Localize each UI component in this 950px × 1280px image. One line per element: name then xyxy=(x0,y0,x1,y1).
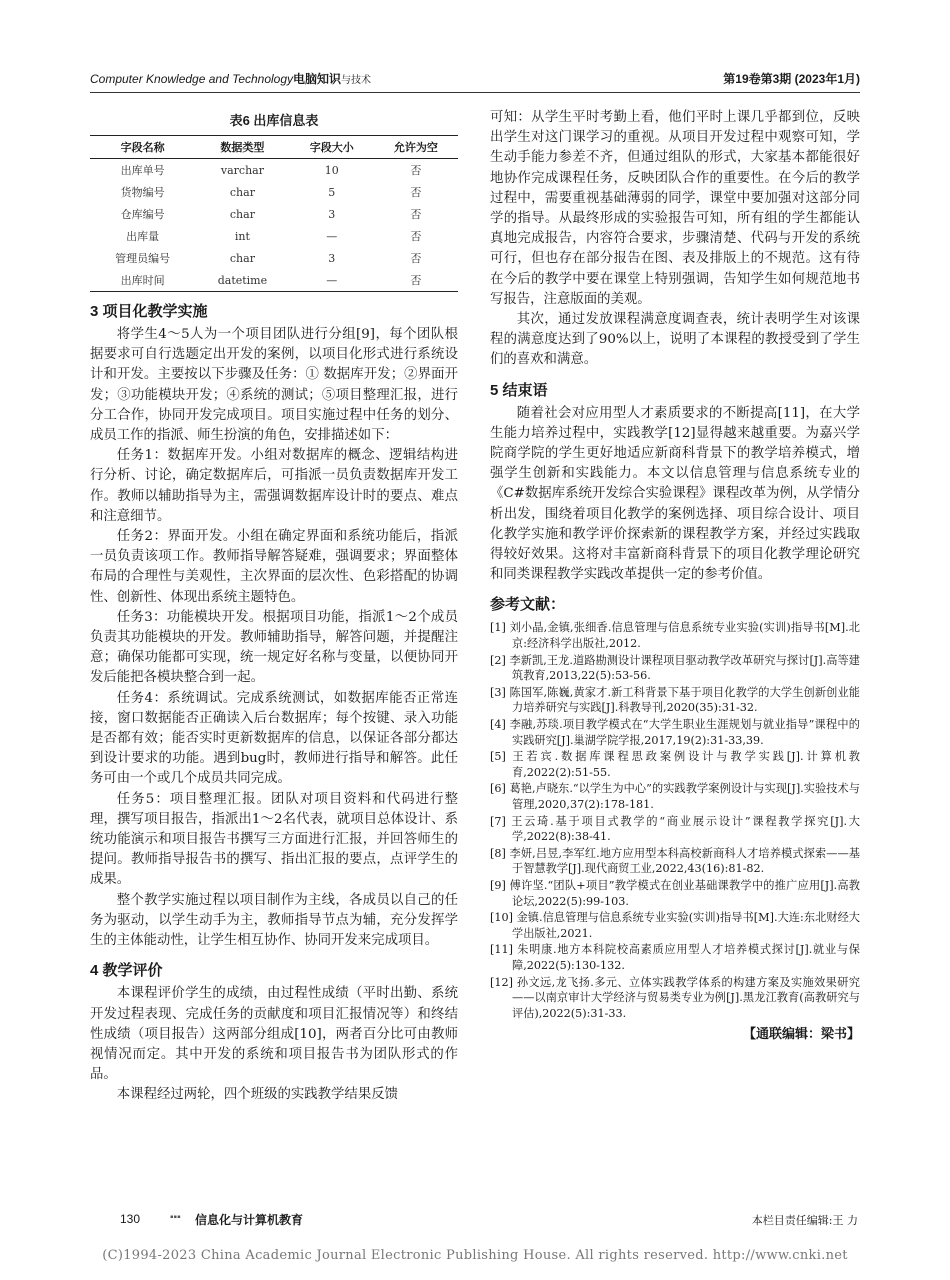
table-cell: datetime xyxy=(195,269,290,292)
table-cell: 出库单号 xyxy=(120,164,165,177)
reference-item: [10] 金镇.信息管理与信息系统专业实验(实训)指导书[M].大连:东北财经大学出版社,2021. xyxy=(490,911,860,940)
page-number: 130 xyxy=(120,1212,141,1226)
table-cell: varchar xyxy=(220,163,264,177)
references-title: 参考文献： xyxy=(490,596,566,614)
table-cell: 货物编号 xyxy=(120,186,165,199)
table-cell: char xyxy=(229,251,255,265)
table-row xyxy=(90,269,458,292)
table-cell: 出库时间 xyxy=(90,269,195,292)
table-cell: 5 xyxy=(328,185,336,199)
table-cell: 3 xyxy=(328,251,336,265)
reference-item: [5] 王若宾.数据库课程思政案例设计与教学实践[J].计算机教育,2022(2):51-55. xyxy=(490,750,860,779)
reference-list xyxy=(490,620,860,1021)
outbound-info-table xyxy=(90,135,458,292)
reference-item: [2] 李新凯,王龙.道路勘测设计课程项目驱动教学改革研究与探讨[J].高等建筑教育,2013,22(5):53-56. xyxy=(490,653,860,683)
table-row xyxy=(90,225,458,247)
table-cell: — xyxy=(326,229,338,243)
section-3-paragraph: 整个教学实施过程以项目制作为主线，各成员以自己的任务为驱动，以学生动手为主，教师指导节点为辅，充分发挥学生的主体能动性，让学生相互协作、协同开发来完成项目。 xyxy=(90,892,458,949)
table-cell: 否 xyxy=(410,164,422,177)
reference-item: [12] 孙文远,龙飞扬.多元、立体实践教学体系的构建方案及实施效果研究——以南京审计大学经济与贸易类专业为例[J].黑龙江教育(高教研究与评估),2022(5):31-33. xyxy=(490,975,860,1020)
table-cell: 3 xyxy=(328,207,336,221)
section-3-paragraph: 将学生4～5人为一个项目团队进行分组[9]，每个团队根据要求可自行选题定出开发的案例，以项目化形式进行系统设计和开发。主要按以下步骤及任务：① 数据库开发；②界面开发；③功能模块开发；④系统的测试；⑤项目整理汇报，进行分工合作，协同开发完成项目。项目实施过程中任务的划分、成员工作的指派、师生扮演的角色，安排描述如下： xyxy=(90,327,458,444)
table-cell: 否 xyxy=(374,269,458,292)
table-cell: 管理员编号 xyxy=(115,252,171,265)
table-row xyxy=(90,203,458,225)
table-cell: — xyxy=(290,269,374,292)
table-cell: char xyxy=(229,185,255,199)
table-cell: 仓库编号 xyxy=(120,208,165,221)
table-header-cell: 字段大小 xyxy=(290,136,374,159)
section-4-paragraph: 本课程评价学生的成绩，由过程性成绩（平时出勤、系统开发过程表现、完成任务的贡献度和项目汇报情况等）和终结性成绩（项目报告）这两部分组成[10]，两者百分比可由教师视情况而定。其中开发的系统和项目报告书为团队形式的作品。 xyxy=(90,986,458,1083)
section-5-title: 5 结束语 xyxy=(490,381,548,399)
table-header-cell: 字段名称 xyxy=(90,136,195,159)
section-4-title: 4 教学评价 xyxy=(90,962,163,980)
left-column xyxy=(90,110,458,1106)
journal-name xyxy=(90,70,371,87)
right-column xyxy=(490,108,860,1042)
section-3-paragraph: 任务5：项目整理汇报。团队对项目资料和代码进行整理，撰写项目报告，指派出1～2名代表，就项目总体设计、系统功能演示和项目报告书撰写三方面进行汇报，并回答师生的提问。教师指导报告书的撰写、指出汇报的要点，点评学生的成果。 xyxy=(90,791,458,888)
table-title: 表6 出库信息表 xyxy=(229,113,319,128)
copyright-notice: (C)1994-2023 China Academic Journal Electronic Publishing House. All rights reserved. http://www.cnki.net xyxy=(102,1248,848,1263)
journal-name-cn-small: 与技术 xyxy=(341,75,372,86)
reference-item: [8] 李妍,吕昱,李军红.地方应用型本科高校新商科人才培养模式探索——基于智慧教学[J].现代商贸工业,2022,43(16):81-82. xyxy=(490,846,860,876)
section-3-title: 3 项目化教学实施 xyxy=(90,303,208,320)
table-cell: 否 xyxy=(410,252,422,265)
column-editor: 本栏目责任编辑:王 力 xyxy=(751,1214,858,1227)
reference-item: [7] 王云琦.基于项目式教学的“商业展示设计”课程教学探究[J].大学,2022(8):38-41. xyxy=(490,814,860,844)
table-row xyxy=(90,181,458,203)
table-header-row xyxy=(90,136,458,159)
reference-item: [4] 李融,苏琰.项目教学模式在“大学生职业生涯规划与就业指导”课程中的实践研究[J].巢湖学院学报,2017,19(2):31-33,39. xyxy=(490,718,860,747)
section-4-paragraph: 本课程经过两轮，四个班级的实践教学结果反馈 xyxy=(116,1087,398,1103)
section-4-continued: 可知：从学生平时考勤上看，他们平时上课几乎都到位，反映出学生对这门课学习的重视。从项目开发过程中观察可知，学生动手能力参差不齐，但通过组队的形式，大家基本都能很好地协作完成课程任务，反映团队合作的重要性。在今后的教学过程中，需要重视基础薄弱的同学，课堂中要加强对这部分同学的指导。从最终形成的实验报告可知，所有组的学生都能认真地完成报告，内容符合要求，步骤清楚、代码与开发的系统可行，但也存在部分报告在图、表及排版上的不规范。这有待在今后的教学中要在课堂上特别强调，告知学生如何规范地书写报告，注意版面的美观。 xyxy=(490,110,860,307)
magazine-column-name: 信息化与计算机教育 xyxy=(195,1213,304,1227)
table-row xyxy=(90,247,458,269)
reference-item: [3] 陈国军,陈巍,黄家才.新工科背景下基于项目化教学的大学生创新创业能力培养研究与实践[J].科教导刊,2020(35):31-32. xyxy=(490,685,860,715)
section-4-paragraph: 其次，通过发放课程满意度调查表，统计表明学生对该课程的满意度达到了90%以上，说明了本课程的教授受到了学生们的喜欢和满意。 xyxy=(490,312,860,368)
journal-name-cn: 电脑知识 xyxy=(293,72,342,86)
table-cell: 出库量 xyxy=(126,230,160,243)
section-3-paragraph: 任务4：系统调试。完成系统测试，如数据库能否正常连接，窗口数据能否正确读入后台数据库；每个按键、录入功能是否都有效；能否实时更新数据库的信息，以保证各部分都达到设计要求的功能。遇到bug时，教师进行指导和解答。此任务可由一个或几个成员共同完成。 xyxy=(90,690,458,787)
table-cell: 10 xyxy=(324,163,339,177)
header-rule xyxy=(90,92,860,93)
liaison-editor: 【通联编辑：梁书】 xyxy=(742,1027,860,1043)
footer-separator: ▪▪▪ xyxy=(170,1212,181,1223)
reference-item: [9] 傅许坚.“团队+项目”教学模式在创业基础课教学中的推广应用[J].高教论坛,2022(5):99-103. xyxy=(490,878,860,908)
reference-item: [1] 刘小晶,金镇,张细香.信息管理与信息系统专业实验(实训)指导书[M].北京:经济科学出版社,2012. xyxy=(490,621,860,651)
section-3-paragraph: 任务2：界面开发。小组在确定界面和系统功能后，指派一员负责该项工作。教师指导解答疑难，强调要求；界面整体布局的合理性与美观性，主次界面的层次性、色彩搭配的协调性、创新性、体现出系统主题特色。 xyxy=(90,529,458,605)
table-cell: int xyxy=(234,229,250,243)
issue-info: 第19卷第3期 (2023年1月) xyxy=(723,72,860,86)
reference-item: [6] 葛艳,卢晓东.“以学生为中心”的实践教学案例设计与实现[J].实验技术与管理,2020,37(2):178-181. xyxy=(490,782,860,811)
table-cell: 否 xyxy=(410,208,422,221)
table-header-cell: 允许为空 xyxy=(374,136,458,159)
reference-item: [11] 朱明康.地方本科院校高素质应用型人才培养模式探讨[J].就业与保障,2022(5):130-132. xyxy=(490,943,860,972)
section-5-paragraph: 随着社会对应用型人才素质要求的不断提高[11]，在大学生能力培养过程中，实践教学[12]显得越来越重要。为嘉兴学院商学院的学生更好地适应新商科背景下的教学培养模式，增强学生创新和实践能力。本文以信息管理与信息系统专业的《C#数据库系统开发综合实验课程》课程改革为例，从学情分析出发，围绕着项目化教学的案例选择、项目综合设计、项目化教学实施和教学评价探索新的课程教学方案，并经过实践取得较好效果。这将对丰富新商科背景下的项目化教学理论研究和同类课程教学实践改革提供一定的参考价值。 xyxy=(490,405,860,583)
table-cell: 否 xyxy=(410,230,422,243)
section-3-paragraph: 任务3：功能模块开发。根据项目功能，指派1～2个成员负责其功能模块的开发。教师辅助指导，解答问题，并提醒注意；确保功能都可实现，统一规定好名称与变量，以便协同开发后能把各模块整合到一起。 xyxy=(90,609,458,686)
table-header-cell: 数据类型 xyxy=(195,136,290,159)
journal-name-en: Computer Knowledge and Technology xyxy=(90,72,294,86)
table-cell: char xyxy=(229,207,255,221)
table-cell: 否 xyxy=(410,186,422,199)
table-row xyxy=(90,159,458,182)
section-3-paragraph: 任务1：数据库开发。小组对数据库的概念、逻辑结构进行分析、讨论，确定数据库后，可指派一员负责数据库开发工作。教师以辅助指导为主，需强调数据库设计时的要点、难点和注意细节。 xyxy=(90,448,458,524)
